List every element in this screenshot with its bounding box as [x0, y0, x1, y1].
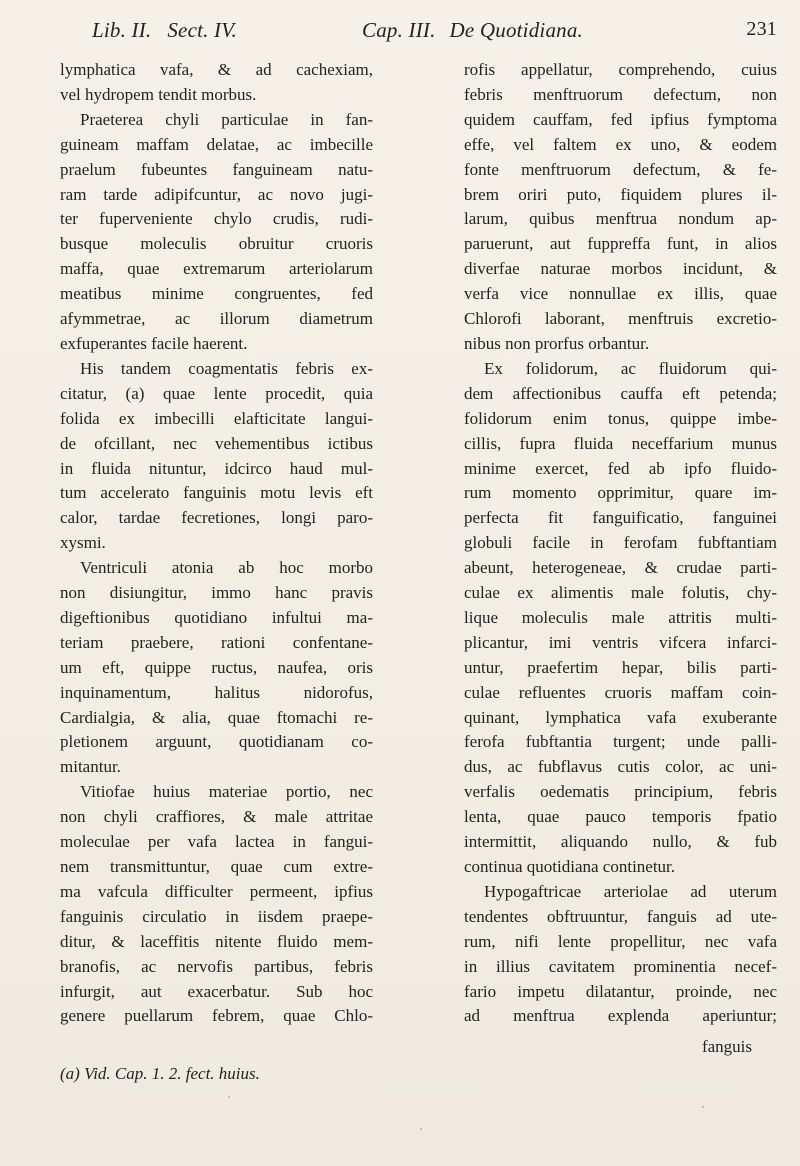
text-line: globuli facile in ferofam fubftantiam: [464, 533, 777, 553]
text-line: perfecta fit fanguificatio, fanguinei: [464, 508, 777, 528]
text-line: brem oriri puto, fiquidem plures il-: [464, 184, 777, 204]
text-line: non disiungitur, immo hanc pravis: [60, 583, 373, 603]
paper-speck: [702, 1106, 704, 1108]
text-line: plicantur, imi ventris vifcera infarci-: [464, 632, 777, 652]
text-line: rum momento opprimitur, quare im-: [464, 483, 777, 503]
text-line: untur, praefertim hepar, bilis parti-: [464, 657, 777, 677]
text-line: Chlorofi laborant, menftruis excretio-: [464, 309, 777, 329]
text-line: febris menftruorum defectum, non: [464, 84, 777, 104]
text-line: guineam maffam delatae, ac imbecille: [60, 134, 373, 154]
text-line: Cardialgia, & alia, quae ftomachi re-: [60, 707, 373, 727]
text-line: moleculae per vafa lactea in fangui-: [60, 832, 373, 852]
text-line: effe, vel faltem ex uno, & eodem: [464, 134, 777, 154]
text-line: verfa vice nonnullae ex illis, quae: [464, 284, 777, 304]
header-book: Lib. II.: [92, 18, 152, 42]
text-line: fanguinis circulatio in iisdem praepe-: [60, 906, 373, 926]
text-line: intermittit, aliquando nullo, & fub: [464, 832, 777, 852]
text-line: diverfae naturae morbos incidunt, &: [464, 259, 777, 279]
text-line: infurgit, aut exacerbatur. Sub hoc: [60, 981, 373, 1001]
text-line: culae ex alimentis male folutis, chy-: [464, 583, 777, 603]
left-column: [60, 58, 373, 1029]
text-line: quidem cauffam, fed ipfius fymptoma: [464, 109, 777, 129]
text-line: abeunt, heterogeneae, & crudae parti-: [464, 558, 777, 578]
text-line: His tandem coagmentatis febris ex-: [80, 358, 373, 378]
text-line: tendentes obftruuntur, fanguis ad ute-: [464, 906, 777, 926]
text-line: culae refluentes cruoris maffam coin-: [464, 682, 777, 702]
text-line: tum accelerato fanguinis motu levis eft: [60, 483, 373, 503]
header-section: Sect. IV.: [167, 18, 237, 42]
text-line: pletionem arguunt, quotidianam co-: [60, 732, 373, 752]
text-line: teriam praebere, rationi confentane-: [60, 632, 373, 652]
text-line: Vitiofae huius materiae portio, nec: [80, 782, 373, 802]
text-line: lique moleculis male attritis multi-: [464, 607, 777, 627]
text-line: continua quotidiana continetur.: [464, 857, 676, 876]
text-line: paruerunt, aut fuppreffa funt, in alios: [464, 234, 777, 254]
text-line: branofis, ac nervofis partibus, febris: [60, 956, 373, 976]
header-title: De Quotidiana.: [449, 18, 584, 42]
text-line: in illius cavitatem prominentia necef-: [464, 956, 777, 976]
catchword: fanguis: [701, 1037, 752, 1056]
text-line: minime exercet, fed ab ipfo fluido-: [464, 458, 777, 478]
text-line: dem affectionibus cauffa eft petenda;: [464, 383, 777, 403]
text-line: genere puellarum febrem, quae Chlo-: [60, 1006, 373, 1026]
text-line: vel hydropem tendit morbus.: [60, 84, 257, 104]
text-line: Hypogaftricae arteriolae ad uterum: [484, 881, 777, 901]
text-line: maffa, quae extremarum arteriolarum: [60, 259, 373, 279]
text-line: ma vafcula difficulter permeent, ipfius: [60, 881, 373, 901]
text-line: ad menftrua explenda aperiuntur;: [464, 1006, 777, 1026]
text-line: praelum fubeuntes fanguineam natu-: [60, 159, 373, 179]
text-line: nem transmittuntur, quae cum extre-: [60, 857, 373, 876]
paper-speck: [420, 1128, 422, 1130]
text-line: fonte menftruorum defectum, & fe-: [464, 159, 777, 179]
text-line: inquinamentum, halitus nidorofus,: [60, 682, 373, 702]
text-line: rofis appellatur, comprehendo, cuius: [464, 60, 777, 79]
text-line: exfuperantes facile haerent.: [60, 333, 248, 353]
text-line: digeftionibus quotidiano infultui ma-: [60, 607, 373, 627]
text-line: nibus non prorfus orbantur.: [464, 333, 650, 353]
text-line: ditur, & laceffitis nitente fluido mem-: [60, 931, 373, 951]
text-line: in fluida nituntur, idcirco haud mul-: [60, 458, 373, 478]
text-line: mitantur.: [60, 757, 121, 777]
running-header: [92, 18, 777, 62]
text-line: um eft, quippe ructus, naufea, oris: [60, 657, 373, 677]
text-line: cillis, fupra fluida neceffarium munus: [464, 433, 777, 453]
text-line: Ventriculi atonia ab hoc morbo: [80, 558, 373, 578]
text-line: folidorum enim tonus, quippe imbe-: [464, 408, 777, 428]
text-line: meatibus minime congruentes, fed: [60, 284, 373, 304]
text-line: rum, nifi lente propellitur, nec vafa: [464, 931, 777, 951]
text-line: ter fuperveniente chylo crudis, rudi-: [60, 209, 373, 229]
text-line: quinant, lymphatica vafa exuberante: [464, 707, 777, 727]
text-line: folida ex imbecilli elafticitate langui-: [60, 408, 373, 428]
text-line: ram tarde adipifcuntur, ac novo jugi-: [60, 184, 373, 204]
right-column: [464, 58, 777, 1029]
header-chapter: Cap. III.: [362, 18, 436, 42]
text-line: Praeterea chyli particulae in fan-: [80, 109, 373, 129]
footnote: (a) Vid. Cap. 1. 2. fect. huius.: [60, 1064, 260, 1083]
text-line: busque moleculis obruitur cruoris: [60, 234, 373, 254]
header-book-section: [92, 18, 237, 43]
text-line: ferofa fubftantia turgent; unde palli-: [464, 732, 777, 752]
text-line: citatur, (a) quae lente procedit, quia: [60, 383, 373, 403]
text-line: Ex folidorum, ac fluidorum qui-: [484, 358, 777, 378]
text-line: dus, ac fubflavus cutis color, ac uni-: [464, 757, 777, 777]
header-chapter-title: [362, 18, 583, 43]
text-line: de ofcillant, nec vehementibus ictibus: [60, 433, 373, 453]
page-number: 231: [746, 18, 777, 40]
text-line: larum, quibus menftrua nondum ap-: [464, 209, 777, 229]
text-line: calor, tardae fecretiones, longi paro-: [60, 508, 373, 528]
paper-speck: [228, 1096, 230, 1098]
text-line: xysmi.: [60, 533, 106, 553]
text-line: verfalis oedematis principium, febris: [464, 782, 777, 802]
text-line: lenta, quae pauco temporis fpatio: [464, 807, 777, 827]
text-line: afymmetrae, ac illorum diametrum: [60, 309, 373, 329]
text-line: fario impetu dilatantur, proinde, nec: [464, 981, 777, 1001]
text-line: non chyli craffiores, & male attritae: [60, 807, 373, 827]
text-line: lymphatica vafa, & ad cachexiam,: [60, 60, 373, 79]
